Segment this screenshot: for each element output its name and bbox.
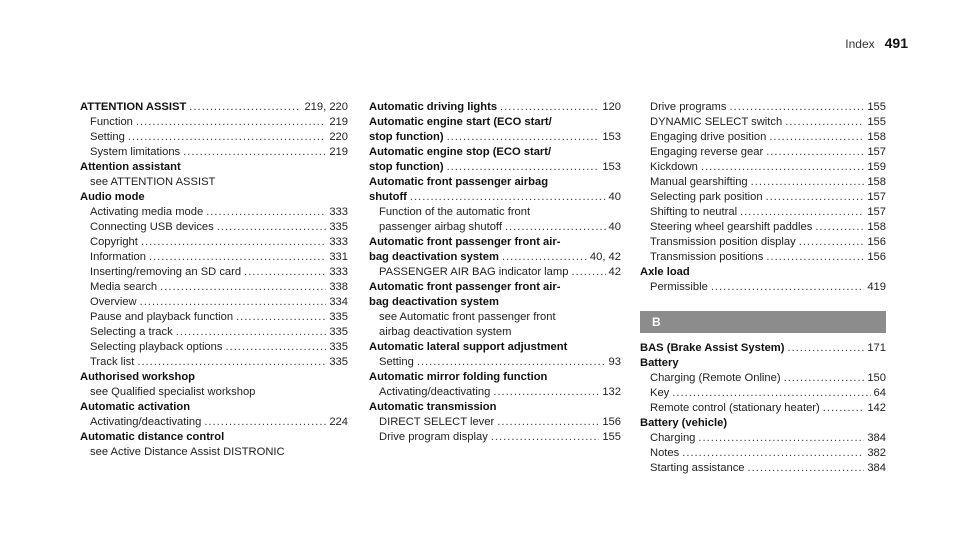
entry-text: Information (90, 251, 146, 263)
index-entry (369, 145, 621, 160)
leader-dots (225, 340, 326, 355)
index-subentry (369, 220, 621, 235)
index-entry (369, 400, 621, 415)
page-reference[interactable]: 93 (608, 356, 621, 368)
index-column-3 (640, 100, 886, 476)
index-subentry (640, 190, 886, 205)
leader-dots (787, 341, 864, 356)
index-entry (369, 175, 621, 190)
index-entry (640, 341, 886, 356)
leader-dots (497, 415, 599, 430)
leader-dots (491, 430, 600, 445)
page-reference[interactable]: 157 (867, 206, 886, 218)
entry-text: Automatic lateral support adjustment (369, 341, 568, 353)
page-reference[interactable]: 334 (329, 296, 348, 308)
leader-dots (217, 220, 327, 235)
entry-text: DIRECT SELECT lever (379, 416, 495, 428)
entry-text: Notes (650, 447, 680, 459)
entry-text: Key (650, 387, 670, 399)
index-subentry (369, 415, 621, 430)
page-reference[interactable]: 219 (329, 116, 348, 128)
index-subentry (640, 401, 886, 416)
index-subentry (640, 175, 886, 190)
entry-text: stop function) (369, 131, 444, 143)
index-subentry (80, 205, 348, 220)
index-subentry (640, 431, 886, 446)
index-subentry (640, 100, 886, 115)
page-reference[interactable]: 384 (867, 462, 886, 474)
page-reference[interactable]: 155 (867, 101, 886, 113)
entry-text: DYNAMIC SELECT switch (650, 116, 783, 128)
page-reference[interactable]: 333 (329, 206, 348, 218)
page-number: 491 (884, 35, 908, 51)
leader-dots (206, 205, 326, 220)
index-entry (369, 340, 621, 355)
page-header (845, 35, 908, 51)
entry-text: Selecting park position (650, 191, 763, 203)
leader-dots (447, 130, 600, 145)
index-letter-heading: B (640, 311, 886, 333)
entry-text: see ATTENTION ASSIST (90, 176, 216, 188)
page-reference[interactable]: 150 (867, 372, 886, 384)
leader-dots (505, 220, 606, 235)
index-subentry (80, 130, 348, 145)
entry-text: bag deactivation system (369, 251, 499, 263)
leader-dots (140, 295, 327, 310)
page-reference[interactable]: 219, 220 (304, 101, 348, 113)
entry-text: Automatic driving lights (369, 101, 498, 113)
entry-text: Drive program display (379, 431, 488, 443)
entry-text: Battery (640, 357, 679, 369)
index-subentry (640, 130, 886, 145)
leader-dots (141, 235, 326, 250)
leader-dots (189, 100, 301, 115)
page-reference[interactable]: 384 (867, 432, 886, 444)
index-subentry (80, 235, 348, 250)
index-subentry (640, 371, 886, 386)
index-subentry (80, 355, 348, 370)
page-reference[interactable]: 156 (867, 251, 886, 263)
entry-text: Engaging reverse gear (650, 146, 764, 158)
leader-dots (698, 431, 864, 446)
index-subentry (640, 280, 886, 295)
entry-text: Transmission positions (650, 251, 764, 263)
entry-text: Automatic front passenger front air- (369, 236, 561, 248)
entry-text: Automatic engine start (ECO start/ (369, 116, 552, 128)
entry-text: see Active Distance Assist DISTRONIC (90, 446, 285, 458)
index-subentry (369, 205, 621, 220)
page-reference[interactable]: 219 (329, 146, 348, 158)
leader-dots (701, 160, 864, 175)
index-subentry (80, 115, 348, 130)
leader-dots (823, 401, 865, 416)
index-subentry (369, 310, 621, 325)
leader-dots (711, 280, 865, 295)
entry-text: Engaging drive position (650, 131, 767, 143)
entry-text: PASSENGER AIR BAG indicator lamp (379, 266, 569, 278)
entry-text: Overview (90, 296, 137, 308)
entry-text: Selecting a track (90, 326, 173, 338)
index-subentry (80, 295, 348, 310)
leader-dots (128, 130, 326, 145)
index-entry (80, 430, 348, 445)
index-entry (369, 295, 621, 310)
entry-text: Selecting playback options (90, 341, 223, 353)
entry-text: Automatic mirror folding function (369, 371, 548, 383)
entry-text: passenger airbag shutoff (379, 221, 502, 233)
index-subentry (640, 145, 886, 160)
entry-text: Activating/deactivating (90, 416, 202, 428)
index-subentry (640, 160, 886, 175)
leader-dots (571, 265, 605, 280)
leader-dots (136, 115, 326, 130)
leader-dots (815, 220, 864, 235)
index-subentry (80, 145, 348, 160)
entry-text: Automatic engine stop (ECO start/ (369, 146, 552, 158)
page-reference[interactable]: 158 (867, 131, 886, 143)
page-reference[interactable]: 40, 42 (589, 251, 621, 263)
index-subentry (369, 430, 621, 445)
entry-text: Inserting/removing an SD card (90, 266, 242, 278)
page-reference[interactable]: 220 (329, 131, 348, 143)
entry-text: Pause and playback function (90, 311, 234, 323)
index-subentry (640, 235, 886, 250)
index-subentry (640, 205, 886, 220)
page-reference[interactable]: 157 (867, 146, 886, 158)
header-label: Index (845, 37, 875, 51)
index-subentry (80, 280, 348, 295)
page-reference[interactable]: 153 (602, 161, 621, 173)
index-subentry (640, 461, 886, 476)
entry-text: Automatic front passenger airbag (369, 176, 549, 188)
index-subentry (80, 175, 348, 190)
entry-text: Activating/deactivating (379, 386, 491, 398)
leader-dots (729, 100, 864, 115)
entry-text: Attention assistant (80, 161, 181, 173)
page-reference[interactable]: 132 (602, 386, 621, 398)
index-subentry (369, 355, 621, 370)
page-reference[interactable]: 40 (608, 221, 621, 233)
leader-dots (493, 385, 599, 400)
entry-text: BAS (Brake Assist System) (640, 342, 785, 354)
entry-text: airbag deactivation system (379, 326, 512, 338)
leader-dots (149, 250, 326, 265)
entry-text: stop function) (369, 161, 444, 173)
entry-text: Battery (vehicle) (640, 417, 728, 429)
entry-text: Media search (90, 281, 158, 293)
entry-text: Setting (379, 356, 414, 368)
page-reference[interactable]: 224 (329, 416, 348, 428)
page-reference[interactable]: 155 (867, 116, 886, 128)
page-reference[interactable]: 333 (329, 236, 348, 248)
leader-dots (682, 446, 864, 461)
index-entry (369, 100, 621, 115)
entry-text: System limitations (90, 146, 181, 158)
entry-text: Transmission position display (650, 236, 796, 248)
leader-dots (784, 371, 865, 386)
leader-dots (766, 145, 864, 160)
leader-dots (740, 205, 864, 220)
index-subentry (80, 250, 348, 265)
index-entry (369, 235, 621, 250)
entry-text: Authorised workshop (80, 371, 195, 383)
leader-dots (236, 310, 326, 325)
entry-text: see Qualified specialist workshop (90, 386, 256, 398)
entry-text: Remote control (stationary heater) (650, 402, 820, 414)
entry-text: Manual gearshifting (650, 176, 748, 188)
entry-text: Charging (650, 432, 696, 444)
page-reference[interactable]: 335 (329, 341, 348, 353)
page-reference[interactable]: 40 (608, 191, 621, 203)
page-reference[interactable]: 331 (329, 251, 348, 263)
page-reference[interactable]: 158 (867, 176, 886, 188)
entry-text: Drive programs (650, 101, 727, 113)
entry-text: shutoff (369, 191, 407, 203)
page-reference[interactable]: 382 (867, 447, 886, 459)
index-entry (369, 130, 621, 145)
leader-dots (751, 175, 865, 190)
index-subentry (640, 386, 886, 401)
leader-dots (799, 235, 865, 250)
page-reference[interactable]: 335 (329, 311, 348, 323)
index-subentry (80, 415, 348, 430)
leader-dots (766, 190, 865, 205)
page-reference[interactable]: 142 (867, 402, 886, 414)
index-entry (640, 416, 886, 431)
index-subentry (80, 385, 348, 400)
page-reference[interactable]: 157 (867, 191, 886, 203)
entry-text: Setting (90, 131, 125, 143)
index-entry (80, 400, 348, 415)
page-reference[interactable]: 159 (867, 161, 886, 173)
entry-text: bag deactivation system (369, 296, 499, 308)
entry-text: Audio mode (80, 191, 145, 203)
index-entry (369, 370, 621, 385)
leader-dots (672, 386, 870, 401)
page-reference[interactable]: 155 (602, 431, 621, 443)
leader-dots (502, 250, 587, 265)
page-reference[interactable]: 153 (602, 131, 621, 143)
entry-text: Kickdown (650, 161, 698, 173)
index-subentry (640, 250, 886, 265)
entry-text: Automatic distance control (80, 431, 225, 443)
index-subentry (80, 265, 348, 280)
index-entry (369, 190, 621, 205)
page-reference[interactable]: 156 (867, 236, 886, 248)
index-subentry (369, 325, 621, 340)
index-entry (369, 115, 621, 130)
leader-dots (748, 461, 865, 476)
page-reference[interactable]: 333 (329, 266, 348, 278)
index-subentry (640, 446, 886, 461)
entry-text: Charging (Remote Online) (650, 372, 781, 384)
index-entry (640, 265, 886, 280)
entry-text: Copyright (90, 236, 138, 248)
page-reference[interactable]: 171 (867, 342, 886, 354)
leader-dots (160, 280, 326, 295)
leader-dots (417, 355, 606, 370)
entry-text: Shifting to neutral (650, 206, 738, 218)
leader-dots (500, 100, 599, 115)
page-reference[interactable]: 42 (608, 266, 621, 278)
index-subentry (369, 265, 621, 280)
leader-dots (137, 355, 326, 370)
page-reference[interactable]: 335 (329, 356, 348, 368)
page-reference[interactable]: 156 (602, 416, 621, 428)
leader-dots (766, 250, 864, 265)
entry-text: Automatic front passenger front air- (369, 281, 561, 293)
page-reference[interactable]: 158 (867, 221, 886, 233)
page-reference[interactable]: 335 (329, 326, 348, 338)
index-subentry (80, 445, 348, 460)
page-reference[interactable]: 419 (867, 281, 886, 293)
page-reference[interactable]: 335 (329, 221, 348, 233)
index-subentry (80, 310, 348, 325)
entry-text: Function (90, 116, 133, 128)
index-entry (80, 160, 348, 175)
index-subentry (80, 340, 348, 355)
leader-dots (410, 190, 606, 205)
entry-text: Axle load (640, 266, 690, 278)
leader-dots (204, 415, 326, 430)
entry-text: Automatic transmission (369, 401, 497, 413)
entry-text: Starting assistance (650, 462, 745, 474)
entry-text: Function of the automatic front (379, 206, 531, 218)
page-reference[interactable]: 338 (329, 281, 348, 293)
index-entry (80, 370, 348, 385)
leader-dots (769, 130, 864, 145)
entry-text: Connecting USB devices (90, 221, 214, 233)
entry-text: Activating media mode (90, 206, 204, 218)
index-entry (369, 280, 621, 295)
index-column-1 (80, 100, 348, 460)
leader-dots (176, 325, 327, 340)
index-subentry (369, 385, 621, 400)
entry-text: see Automatic front passenger front (379, 311, 556, 323)
index-entry (80, 190, 348, 205)
index-subentry (80, 325, 348, 340)
leader-dots (447, 160, 600, 175)
index-entry (369, 160, 621, 175)
index-entry (80, 100, 348, 115)
index-entry (640, 356, 886, 371)
leader-dots (244, 265, 326, 280)
page-reference[interactable]: 120 (602, 101, 621, 113)
entry-text: ATTENTION ASSIST (80, 101, 187, 113)
index-subentry (80, 220, 348, 235)
index-column-2 (369, 100, 621, 445)
index-subentry (640, 115, 886, 130)
entry-text: Automatic activation (80, 401, 191, 413)
leader-dots (183, 145, 326, 160)
page-reference[interactable]: 64 (873, 387, 886, 399)
entry-text: Steering wheel gearshift paddles (650, 221, 813, 233)
entry-text: Permissible (650, 281, 708, 293)
index-subentry (640, 220, 886, 235)
index-entry (369, 250, 621, 265)
entry-text: Track list (90, 356, 135, 368)
leader-dots (785, 115, 864, 130)
